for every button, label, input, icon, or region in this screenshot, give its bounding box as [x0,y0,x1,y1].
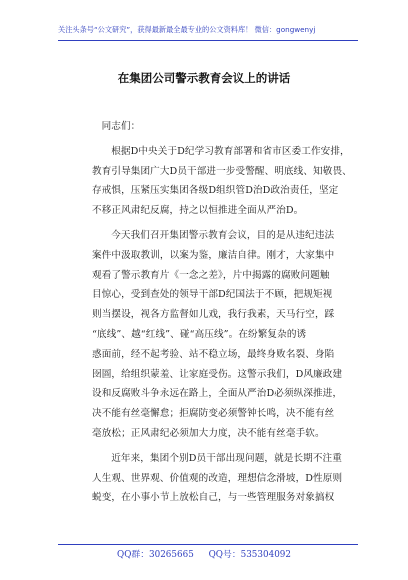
body-line: 案件中汲取教训，以案为鉴，廉洁自律。刚才，大家集中 [92,249,335,261]
body-line: 惑面前，经不起考验、站不稳立场，最终身败名裂、身陷 [92,348,335,360]
body-line: “底线”、越“红线”、碰“高压线”。在纷繁复杂的诱 [92,328,307,340]
body-line: 根据D中央关于D纪学习教育部署和省市区委工作安排， [111,145,350,157]
body-line: 人生观、世界观、价值观的改造，理想信念滑坡，D性原则 [92,472,343,484]
body-line: 决不能有丝毫懈怠；拒腐防变必须警钟长鸣，决不能有丝 [92,408,335,420]
header-note: 关注头条号“公文研究”，获得最新最全最专业的公文资料库！ 微信：gongwenyj [58,25,316,34]
body-line: 设和反腐败斗争永远在路上，全面从严治D必须纵深推进， [92,388,343,400]
body-line: 近年来，集团个别D员干部出现问题，就是长期不注重 [111,452,342,464]
footer-divider [58,544,358,545]
body-line: 蜕变，在小事小节上放松自己，与一些管理服务对象搞权 [92,492,335,504]
body-line: 存戒惧，压紧压实集团各级D组织管D治D政治责任，坚定 [92,185,339,197]
body-line: 教育引导集团广大D员干部进一步受警醒、明底线、知敬畏、 [92,165,352,177]
body-line: 目惊心，受到查处的领导干部D纪国法于不顾，把规矩视 [92,289,333,301]
body-line: 今天我们召开集团警示教育会议，目的是从违纪违法 [111,229,335,241]
footer [0,547,408,560]
footer-qq-number: QQ号：535304092 [208,550,291,560]
header-divider [58,40,358,41]
salutation: 同志们： [101,121,141,132]
page-title: 在集团公司警示教育会议上的讲话 [117,71,291,85]
body-line: 毫放松；正风肃纪必须加大力度，决不能有丝毫手软。 [92,427,325,439]
body-line: 不移正风肃纪反腐，持之以恒推进全面从严治D。 [92,205,304,217]
body-line: 观看了警示教育片《一念之差》，片中揭露的腐败问题触 [92,269,330,281]
footer-qq-group: QQ群：30265665 [117,550,194,560]
body-line: 则当摆设，视各方监督如儿戏，我行我素，天马行空，踩 [92,309,335,321]
body-line: 囹圄，给组织蒙羞、让家庭受伤。这警示我们，D风廉政建 [92,368,343,380]
document-body [92,117,354,508]
